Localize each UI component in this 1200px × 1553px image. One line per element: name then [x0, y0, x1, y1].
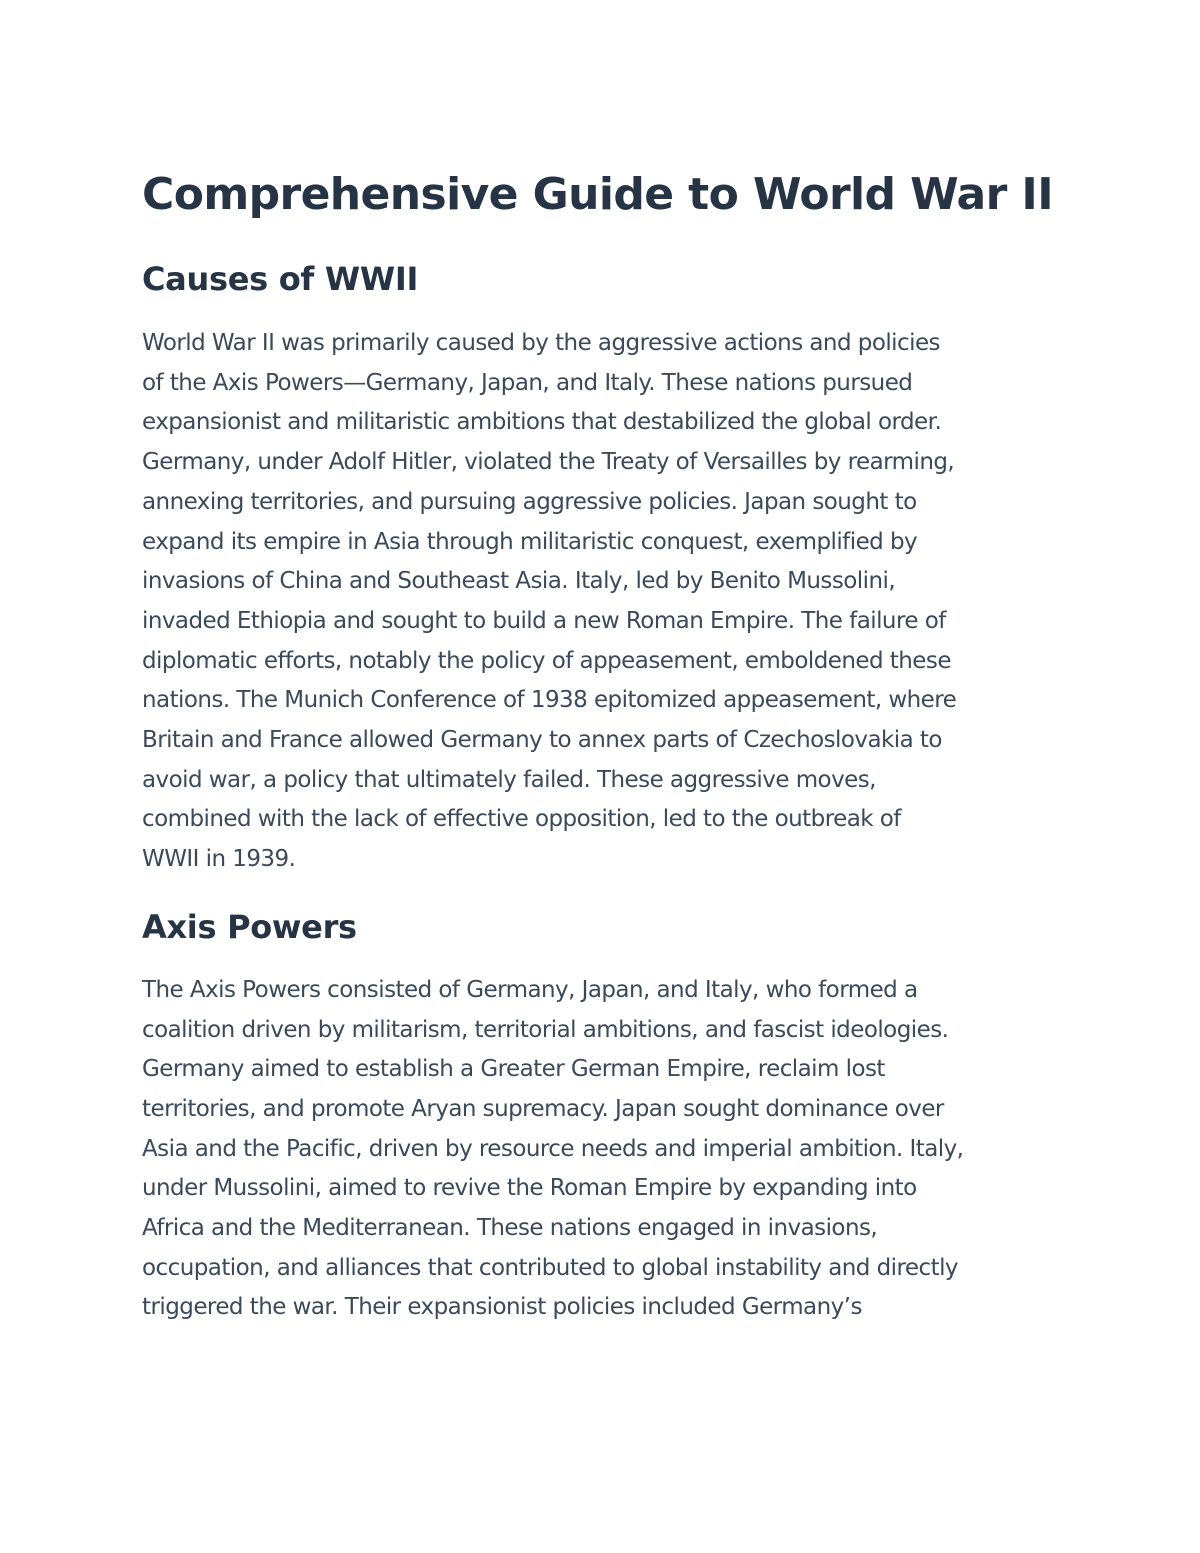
paragraph-line: Africa and the Mediterranean. These nations engaged in invasions, [142, 1215, 878, 1242]
section-heading-causes: Causes of WWII [142, 260, 419, 298]
paragraph-line: expand its empire in Asia through militaristic conquest, exemplified by [142, 528, 918, 555]
document-content [142, 166, 1062, 1328]
paragraph-causes [142, 324, 1062, 880]
paragraph-line: WWII in 1939. [142, 846, 296, 873]
section-heading-axis-powers: Axis Powers [142, 907, 357, 946]
paragraph-line: invasions of China and Southeast Asia. Italy, led by Benito Mussolini, [142, 568, 896, 595]
document-title: Comprehensive Guide to World War II [142, 169, 1053, 220]
paragraph-line: territories, and promote Aryan supremacy. Japan sought dominance over [142, 1095, 944, 1122]
paragraph-line: Germany aimed to establish a Greater German Empire, reclaim lost [142, 1056, 885, 1083]
paragraph-line: invaded Ethiopia and sought to build a new Roman Empire. The failure of [142, 607, 946, 634]
paragraph-line: Germany, under Adolf Hitler, violated the Treaty of Versailles by rearming, [142, 449, 955, 476]
paragraph-line: Britain and France allowed Germany to annex parts of Czechoslovakia to [142, 727, 942, 754]
paragraph-line: World War II was primarily caused by the aggressive actions and policies [142, 330, 940, 356]
paragraph-line: of the Axis Powers—Germany, Japan, and Italy. These nations pursued [142, 369, 913, 396]
paragraph-line: diplomatic efforts, notably the policy of appeasement, emboldened these [142, 647, 951, 674]
paragraph-line: annexing territories, and pursuing aggressive policies. Japan sought to [142, 488, 917, 515]
paragraph-line: under Mussolini, aimed to revive the Roman Empire by expanding into [142, 1175, 917, 1202]
paragraph-line: The Axis Powers consisted of Germany, Japan, and Italy, who formed a [142, 976, 918, 1003]
paragraph-line: Asia and the Pacific, driven by resource needs and imperial ambition. Italy, [142, 1135, 964, 1162]
paragraph-line: coalition driven by militarism, territorial ambitions, and fascist ideologies. [142, 1016, 949, 1043]
paragraph-line: expansionist and militaristic ambitions that destabilized the global order. [142, 409, 942, 436]
paragraph-axis-powers [142, 971, 1062, 1328]
paragraph-line: triggered the war. Their expansionist policies included Germany’s [142, 1294, 862, 1321]
paragraph-line: avoid war, a policy that ultimately failed. These aggressive moves, [142, 766, 876, 793]
paragraph-line: combined with the lack of effective opposition, led to the outbreak of [142, 806, 901, 833]
paragraph-line: nations. The Munich Conference of 1938 epitomized appeasement, where [142, 687, 957, 714]
paragraph-line: occupation, and alliances that contributed to global instability and directly [142, 1254, 958, 1281]
